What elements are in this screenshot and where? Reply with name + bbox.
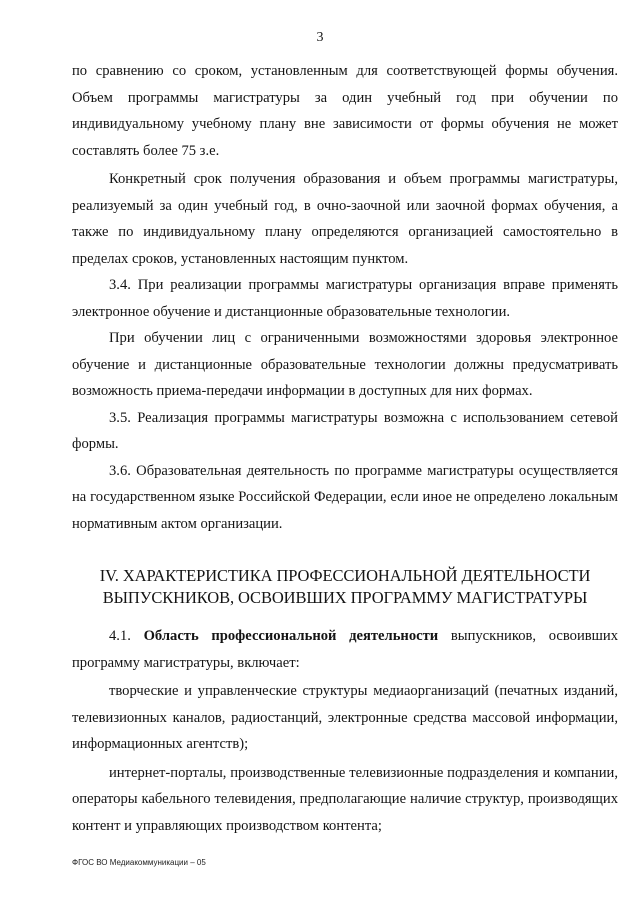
document-body xyxy=(72,58,618,839)
bold-term: Область профессиональной деятельности xyxy=(143,628,439,644)
list-item: творческие и управленческие структуры медиаорганизаций (печатных изданий, телевизионных каналов, радиостанций, электронные средства массовой информации, информационных агентств); xyxy=(72,683,618,752)
section-heading xyxy=(72,565,618,609)
list-item: интернет-порталы, производственные телевизионные подразделения и компании, операторы кабельного телевидения, предполагающие наличие структур, производящих контент и управляющих производством контента; xyxy=(72,764,618,834)
paragraph-3-6: 3.6. Образовательная деятельность по программе магистратуры осуществляется на государственном языке Российской Федерации, если иное не определено локальным нормативным актом организации. xyxy=(72,462,618,532)
paragraph-3-4: 3.4. При реализации программы магистратуры организация вправе применять электронное обучение и дистанционные образовательные технологии. xyxy=(72,277,618,320)
page-number: 3 xyxy=(316,30,324,45)
paragraph-duration: Конкретный срок получения образования и объем программы магистратуры, реализуемый за один учебный год, в очно-заочной или заочной формах обучения, а также по индивидуальному плану определяются организацией самостоятельно в пределах сроков, установленных настоящим пунктом. xyxy=(72,171,618,267)
paragraph-3-5: 3.5. Реализация программы магистратуры возможна с использованием сетевой формы. xyxy=(72,409,618,452)
section-heading-line-2: ВЫПУСКНИКОВ, ОСВОИВШИХ ПРОГРАММУ МАГИСТРАТУРЫ xyxy=(102,588,588,607)
paragraph-continued: по сравнению со сроком, установленным для соответствующей формы обучения. Объем программы магистратуры за один учебный год при обучении по индивидуальному учебному плану вне зависимости от формы обучения не может составлять более 75 з.е. xyxy=(72,63,618,159)
section-heading-line-1: IV. ХАРАКТЕРИСТИКА ПРОФЕССИОНАЛЬНОЙ ДЕЯТЕЛЬНОСТИ xyxy=(99,566,591,585)
footer-label: ФГОС ВО Медиакоммуникации – 05 xyxy=(72,858,206,867)
item-rest: выпускников, освоивших программу магистратуры, включает: xyxy=(72,628,618,671)
paragraph-disabilities: При обучении лиц с ограниченными возможностями здоровья электронное обучение и дистанционные образовательные технологии должны предусматривать возможность приема-передачи информации в доступных для них формах. xyxy=(72,330,618,399)
paragraph-4-1 xyxy=(72,623,618,676)
item-number: 4.1. xyxy=(109,628,131,644)
